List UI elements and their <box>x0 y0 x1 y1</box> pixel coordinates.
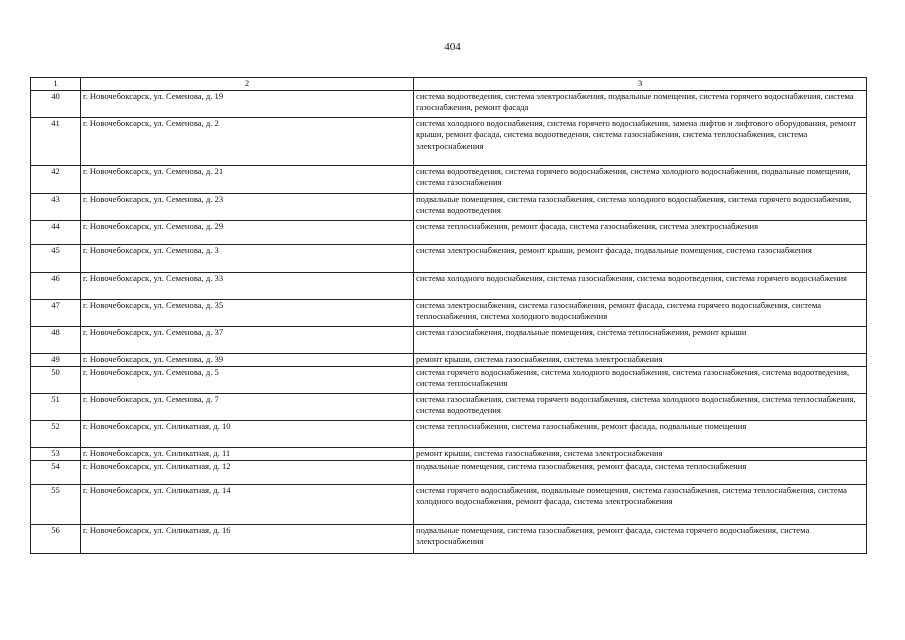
row-number: 43 <box>31 193 81 220</box>
row-address: г. Новочебоксарск, ул. Силикатная, д. 10 <box>81 420 414 447</box>
row-address: г. Новочебоксарск, ул. Семенова, д. 23 <box>81 193 414 220</box>
table-row <box>31 90 867 117</box>
row-address: г. Новочебоксарск, ул. Семенова, д. 37 <box>81 326 414 353</box>
row-works-list: система теплоснабжения, система газоснабжения, ремонт фасада, подвальные помещения <box>414 420 867 447</box>
row-address: г. Новочебоксарск, ул. Семенова, д. 33 <box>81 272 414 299</box>
row-address: г. Новочебоксарск, ул. Семенова, д. 2 <box>81 117 414 165</box>
row-number: 40 <box>31 90 81 117</box>
row-number: 53 <box>31 447 81 460</box>
table-row <box>31 460 867 484</box>
column-header-address: 2 <box>81 78 414 91</box>
row-works-list: система электроснабжения, система газоснабжения, ремонт фасада, система горячего водоснабжения, система теплоснабжения, система холодного водоснабжения <box>414 299 867 326</box>
table-row <box>31 524 867 553</box>
row-address: г. Новочебоксарск, ул. Семенова, д. 39 <box>81 353 414 366</box>
row-number: 45 <box>31 244 81 272</box>
row-address: г. Новочебоксарск, ул. Семенова, д. 3 <box>81 244 414 272</box>
row-address: г. Новочебоксарск, ул. Семенова, д. 5 <box>81 366 414 393</box>
row-address: г. Новочебоксарск, ул. Семенова, д. 35 <box>81 299 414 326</box>
row-number: 49 <box>31 353 81 366</box>
row-number: 41 <box>31 117 81 165</box>
row-works-list: система газоснабжения, система горячего водоснабжения, система холодного водоснабжения, система теплоснабжения, система водоотведения <box>414 393 867 420</box>
table-row <box>31 484 867 524</box>
row-works-list: система холодного водоснабжения, система горячего водоснабжения, замена лифтов и лифтового оборудования, ремонт крыши, ремонт фасада, система водоотведения, система газоснабжения, система теплоснабжения, система электроснабжения <box>414 117 867 165</box>
row-number: 51 <box>31 393 81 420</box>
row-works-list: подвальные помещения, система газоснабжения, ремонт фасада, система горячего водоснабжения, система электроснабжения <box>414 524 867 553</box>
table-row <box>31 353 867 366</box>
row-address: г. Новочебоксарск, ул. Семенова, д. 29 <box>81 220 414 244</box>
table-header <box>31 78 867 91</box>
table-row <box>31 326 867 353</box>
column-header-number: 1 <box>31 78 81 91</box>
row-number: 47 <box>31 299 81 326</box>
row-works-list: ремонт крыши, система газоснабжения, система электроснабжения <box>414 353 867 366</box>
building-works-table <box>30 77 867 554</box>
row-works-list: подвальные помещения, система газоснабжения, система холодного водоснабжения, система горячего водоснабжения, система водоотведения <box>414 193 867 220</box>
row-address: г. Новочебоксарск, ул. Силикатная, д. 14 <box>81 484 414 524</box>
table-row <box>31 299 867 326</box>
table-row <box>31 393 867 420</box>
row-address: г. Новочебоксарск, ул. Силикатная, д. 11 <box>81 447 414 460</box>
row-works-list: система водоотведения, система горячего водоснабжения, система холодного водоснабжения, подвальные помещения, система газоснабжения <box>414 165 867 193</box>
table-row <box>31 447 867 460</box>
row-works-list: система теплоснабжения, ремонт фасада, система газоснабжения, система электроснабжения <box>414 220 867 244</box>
table-row <box>31 220 867 244</box>
table-row <box>31 420 867 447</box>
row-number: 54 <box>31 460 81 484</box>
row-address: г. Новочебоксарск, ул. Семенова, д. 21 <box>81 165 414 193</box>
row-number: 56 <box>31 524 81 553</box>
table-row <box>31 366 867 393</box>
page-number: 404 <box>444 41 461 53</box>
column-header-works: 3 <box>414 78 867 91</box>
header-row <box>31 78 867 91</box>
table-row <box>31 165 867 193</box>
row-number: 48 <box>31 326 81 353</box>
table-body <box>31 90 867 553</box>
row-number: 42 <box>31 165 81 193</box>
table-row <box>31 272 867 299</box>
row-works-list: система холодного водоснабжения, система газоснабжения, система водоотведения, система горячего водоснабжения <box>414 272 867 299</box>
row-works-list: ремонт крыши, система газоснабжения, система электроснабжения <box>414 447 867 460</box>
row-works-list: система газоснабжения, подвальные помещения, система теплоснабжения, ремонт крыши <box>414 326 867 353</box>
table-row <box>31 193 867 220</box>
row-works-list: система горячего водоснабжения, система холодного водоснабжения, система газоснабжения, система водоотведения, система теплоснабжения <box>414 366 867 393</box>
row-number: 46 <box>31 272 81 299</box>
row-number: 55 <box>31 484 81 524</box>
row-address: г. Новочебоксарск, ул. Силикатная, д. 12 <box>81 460 414 484</box>
row-works-list: система водоотведения, система электроснабжения, подвальные помещения, система горячего водоснабжения, система газоснабжения, ремонт фасада <box>414 90 867 117</box>
row-address: г. Новочебоксарск, ул. Семенова, д. 7 <box>81 393 414 420</box>
row-works-list: система горячего водоснабжения, подвальные помещения, система газоснабжения, система теплоснабжения, система холодного водоснабжения, ремонт фасада, система электроснабжения <box>414 484 867 524</box>
row-number: 50 <box>31 366 81 393</box>
row-works-list: подвальные помещения, система газоснабжения, ремонт фасада, система теплоснабжения <box>414 460 867 484</box>
table-row <box>31 244 867 272</box>
row-address: г. Новочебоксарск, ул. Силикатная, д. 16 <box>81 524 414 553</box>
row-number: 44 <box>31 220 81 244</box>
row-address: г. Новочебоксарск, ул. Семенова, д. 19 <box>81 90 414 117</box>
row-number: 52 <box>31 420 81 447</box>
row-works-list: система электроснабжения, ремонт крыши, ремонт фасада, подвальные помещения, система газоснабжения <box>414 244 867 272</box>
table-row <box>31 117 867 165</box>
